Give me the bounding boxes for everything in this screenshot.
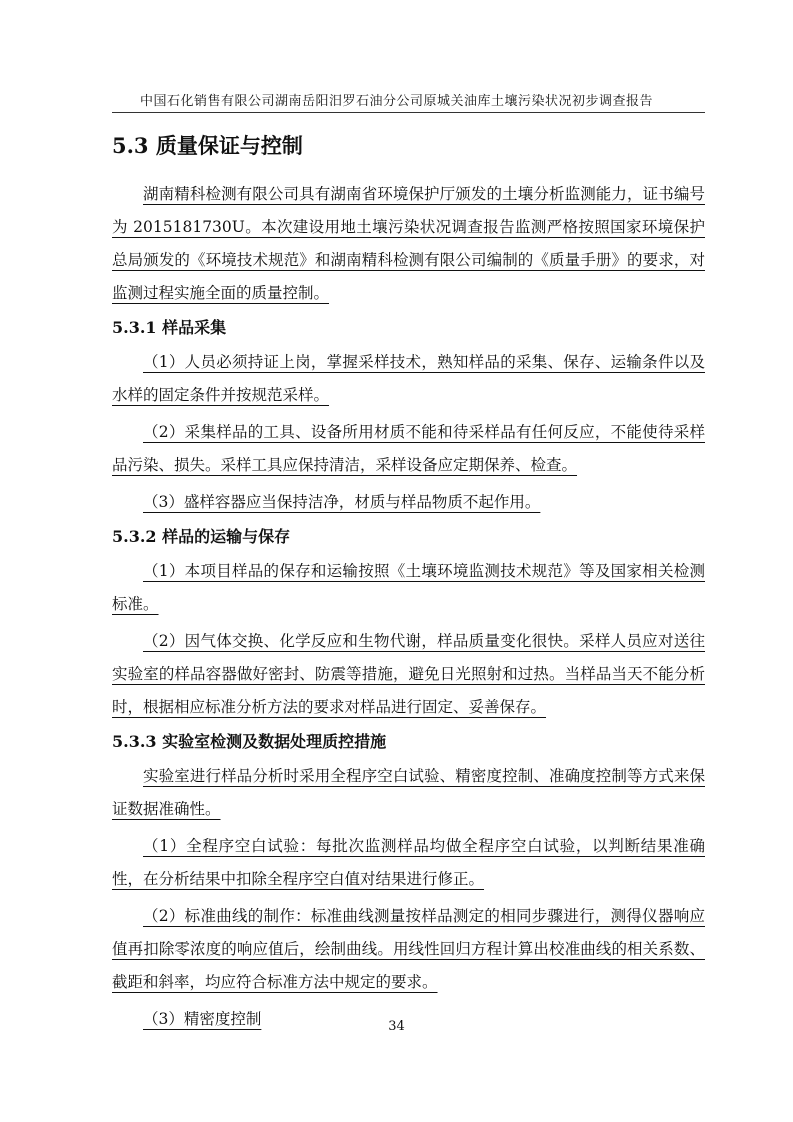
paragraph: （3）盛样容器应当保持洁净，材质与样品物质不起作用。 bbox=[143, 493, 541, 511]
document-body bbox=[112, 130, 705, 1040]
paragraph: （1）本项目样品的保存和运输按照《土壤环境监测技术规范》等及国家相关检测标准。 bbox=[112, 562, 705, 613]
paragraph: （1）全程序空白试验：每批次监测样品均做全程序空白试验，以判断结果准确性，在分析结果中扣除全程序空白值对结果进行修正。 bbox=[112, 837, 705, 888]
subsection-title-sampling: 5.3.1 样品采集 bbox=[112, 318, 227, 337]
section-title: 5.3 质量保证与控制 bbox=[112, 133, 303, 158]
header-divider bbox=[112, 112, 705, 113]
subsection-title-transport: 5.3.2 样品的运输与保存 bbox=[112, 527, 291, 546]
paragraph: （1）人员必须持证上岗，掌握采样技术，熟知样品的采集、保存、运输条件以及水样的固定条件并按规范采样。 bbox=[112, 353, 705, 404]
paragraph: （2）采集样品的工具、设备所用材质不能和待采样品有任何反应，不能使待采样品污染、损失。采样工具应保持清洁，采样设备应定期保养、检查。 bbox=[112, 423, 705, 474]
page-number: 34 bbox=[388, 1019, 405, 1034]
paragraph: 实验室进行样品分析时采用全程序空白试验、精密度控制、准确度控制等方式来保证数据准确性。 bbox=[112, 767, 705, 818]
page-header: 中国石化销售有限公司湖南岳阳汨罗石油分公司原城关油库土壤污染状况初步调查报告 bbox=[139, 94, 653, 109]
subsection-title-lab-qc: 5.3.3 实验室检测及数据处理质控措施 bbox=[112, 732, 387, 751]
section-intro: 湖南精科检测有限公司具有湖南省环境保护厅颁发的土壤分析监测能力，证书编号为 2015181730U。本次建设用地土壤污染状况调查报告监测严格按照国家环境保护总局颁发的《环境技术规范》和湖南精科检测有限公司编制的《质量手册》的要求，对监测过程实施全面的质量控制。 bbox=[112, 185, 705, 302]
paragraph: （2）标准曲线的制作：标准曲线测量按样品测定的相同步骤进行，测得仪器响应值再扣除零浓度的响应值后，绘制曲线。用线性回归方程计算出校准曲线的相关系数、截距和斜率，均应符合标准方法中规定的要求。 bbox=[112, 907, 705, 991]
paragraph: （3）精密度控制 bbox=[143, 1010, 262, 1028]
paragraph: （2）因气体交换、化学反应和生物代谢，样品质量变化很快。采样人员应对送往实验室的样品容器做好密封、防震等措施，避免日光照射和过热。当样品当天不能分析时，根据相应标准分析方法的要求对样品进行固定、妥善保存。 bbox=[112, 632, 705, 716]
